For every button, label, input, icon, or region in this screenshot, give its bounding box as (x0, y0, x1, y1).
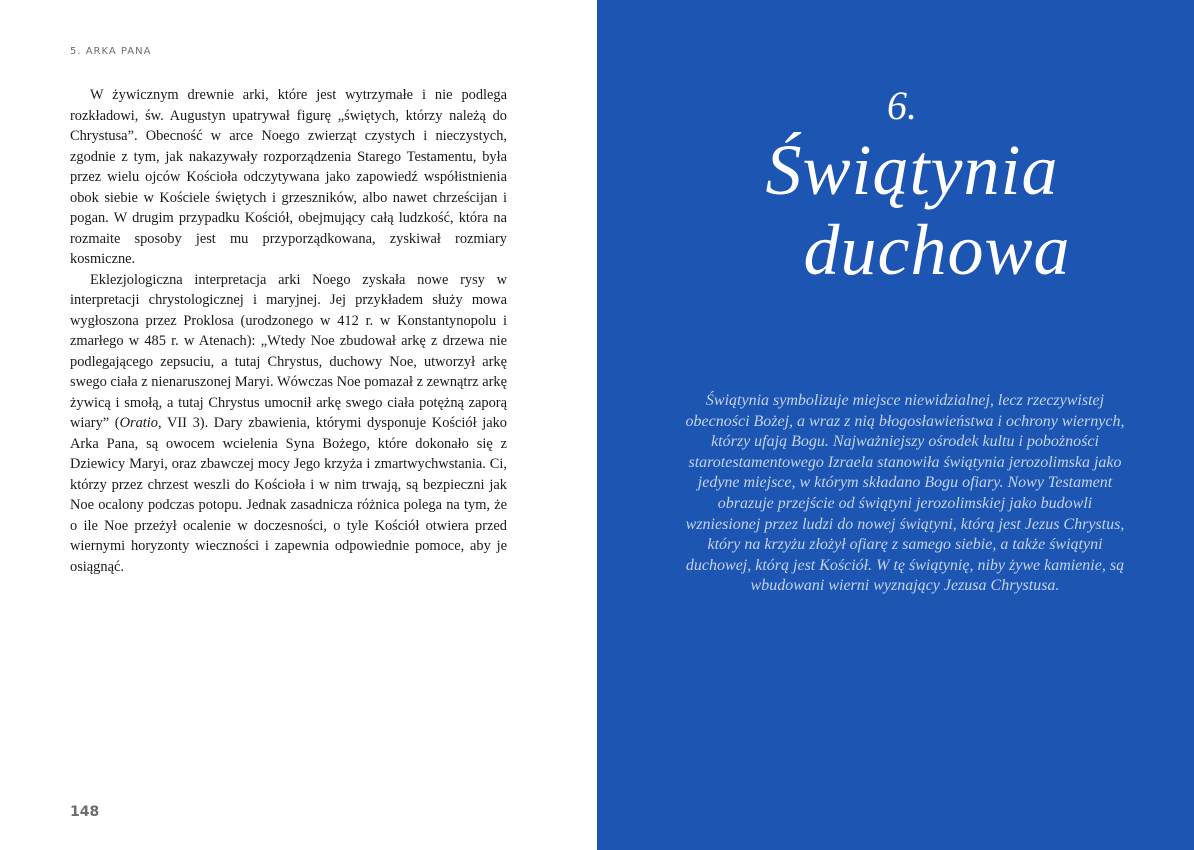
chapter-intro: Świątynia symbolizuje miejsce niewidzialnej, lecz rzeczywistej obecności Bożej, a wraz z nią błogosławieństwa i ochrony wiernych, którzy ufają Bogu. Najważniejszy ośrodek kultu i pobożności starotestamentowego Izraela stanowiła świątynia jerozolimska jako jedyne miejsce, w którym składano Bogu ofiary. Nowy Testament obrazuje przejście od świątyni jerozolimskiej jako budowli wzniesionej przez ludzi do nowej świątyni, którą jest Jezus Chrystus, który na krzyżu złożył ofiarę z samego siebie, a także świątyni duchowej, którą jest Kościół. W tę świątynię, niby żywe kamienie, są wbudowani wierni wyznający Jezusa Chrystusa. (685, 392, 1125, 595)
chapter-number: 6. (887, 83, 917, 128)
page-number: 148 (70, 804, 100, 820)
citation-work: Oratio (119, 415, 158, 431)
paragraph-2-tail: , VII 3). Dary zbawienia, którymi dysponuje Kościół jako Arka Pana, są owocem wcielenia Syna Bożego, które dokonało się z Dziewicy Maryi, oraz zbawczej mocy Jego krzyża i zmartwychwstania. Ci, którzy przez chrzest weszli do Kościoła i w nim trwają, są bezpieczni jak Noe ocalony podczas potopu. Jednak zasadnicza różnica polega na tym, że o ile Noe przeżył ocalenie w doczesności, o tyle Kościół otwiera przed wiernymi horyzonty wieczności i zapewnia odpowiednie pomoce, aby je osiągnąć. (70, 415, 507, 575)
chapter-title-line-2: duchowa (803, 210, 1071, 290)
paragraph-2: Eklezjologiczna interpretacja arki Noego zyskała nowe rysy w interpretacji chrystologicznej i maryjnej. Jej przykładem służy mowa wygłoszona przez Proklosa (urodzonego w 412 r. w Konstantynopolu i zmarłego w 485 r. w Atenach): „Wtedy Noe zbudował arkę z drzewa nie podlegającego zepsuciu, a tutaj Chrystus, duchowy Noe, utworzył arkę swego ciała z nienaruszonej Maryi. Wówczas Noe pomazał z zewnątrz arkę żywicą i smołą, a tutaj Chrystus umocnił arkę swego ciała potężną zaporą wiary” (Oratio, VII 3). Dary zbawienia, którymi dysponuje Kościół jako Arka Pana, są owocem wcielenia Syna Bożego, które dokonało się z Dziewicy Maryi, oraz zbawczej mocy Jego krzyża i zmartwychwstania. Ci, którzy przez chrzest weszli do Kościoła i w nim trwają, są bezpieczni jak Noe ocalony podczas potopu. Jednak zasadnicza różnica polega na tym, że o ile Noe przeżył ocalenie w doczesności, o tyle Kościół otwiera przed wiernymi horyzonty wieczności i zapewnia odpowiednie pomoce, aby je osiągnąć. (70, 271, 507, 575)
right-page (597, 0, 1194, 850)
body-text (70, 85, 507, 577)
running-head: 5. ARKA PANA (70, 46, 152, 57)
chapter-title (707, 130, 1107, 290)
paragraph-2-main: Eklezjologiczna interpretacja arki Noego zyskała nowe rysy w interpretacji chrystologicznej i maryjnej. Jej przykładem służy mowa wygłoszona przez Proklosa (urodzonego w 412 r. w Konstantynopolu i zmarłego w 485 r. w Atenach): „Wtedy Noe zbudował arkę z drzewa nie podlegającego zepsuciu, a tutaj Chrystus, duchowy Noe, utworzył arkę swego ciała z nienaruszonej Maryi. Wówczas Noe pomazał z zewnątrz arkę żywicą i smołą, a tutaj Chrystus umocnił arkę swego ciała potężną zaporą wiary” (70, 271, 507, 431)
chapter-title-line-1: Świątynia (765, 130, 1059, 210)
paragraph-1: W żywicznym drewnie arki, które jest wytrzymałe i nie podlega rozkładowi, św. Augustyn upatrywał figurę „świętych, którzy należą do Chrystusa”. Obecność w arce Noego zwierząt czystych i nieczystych, zgodnie z tym, jak nakazywały rozporządzenia Starego Testamentu, była przez wielu ojców Kościoła odczytywana jako zapowiedź współistnienia obok siebie w Kościele świętych i grzeszników, albo nawet chrześcijan i pogan. W drugim przypadku Kościół, obejmujący całą ludzkość, która na rozmaite sposoby jest mu przyporządkowana, zyskiwał rozmiary kosmiczne. (70, 87, 507, 267)
